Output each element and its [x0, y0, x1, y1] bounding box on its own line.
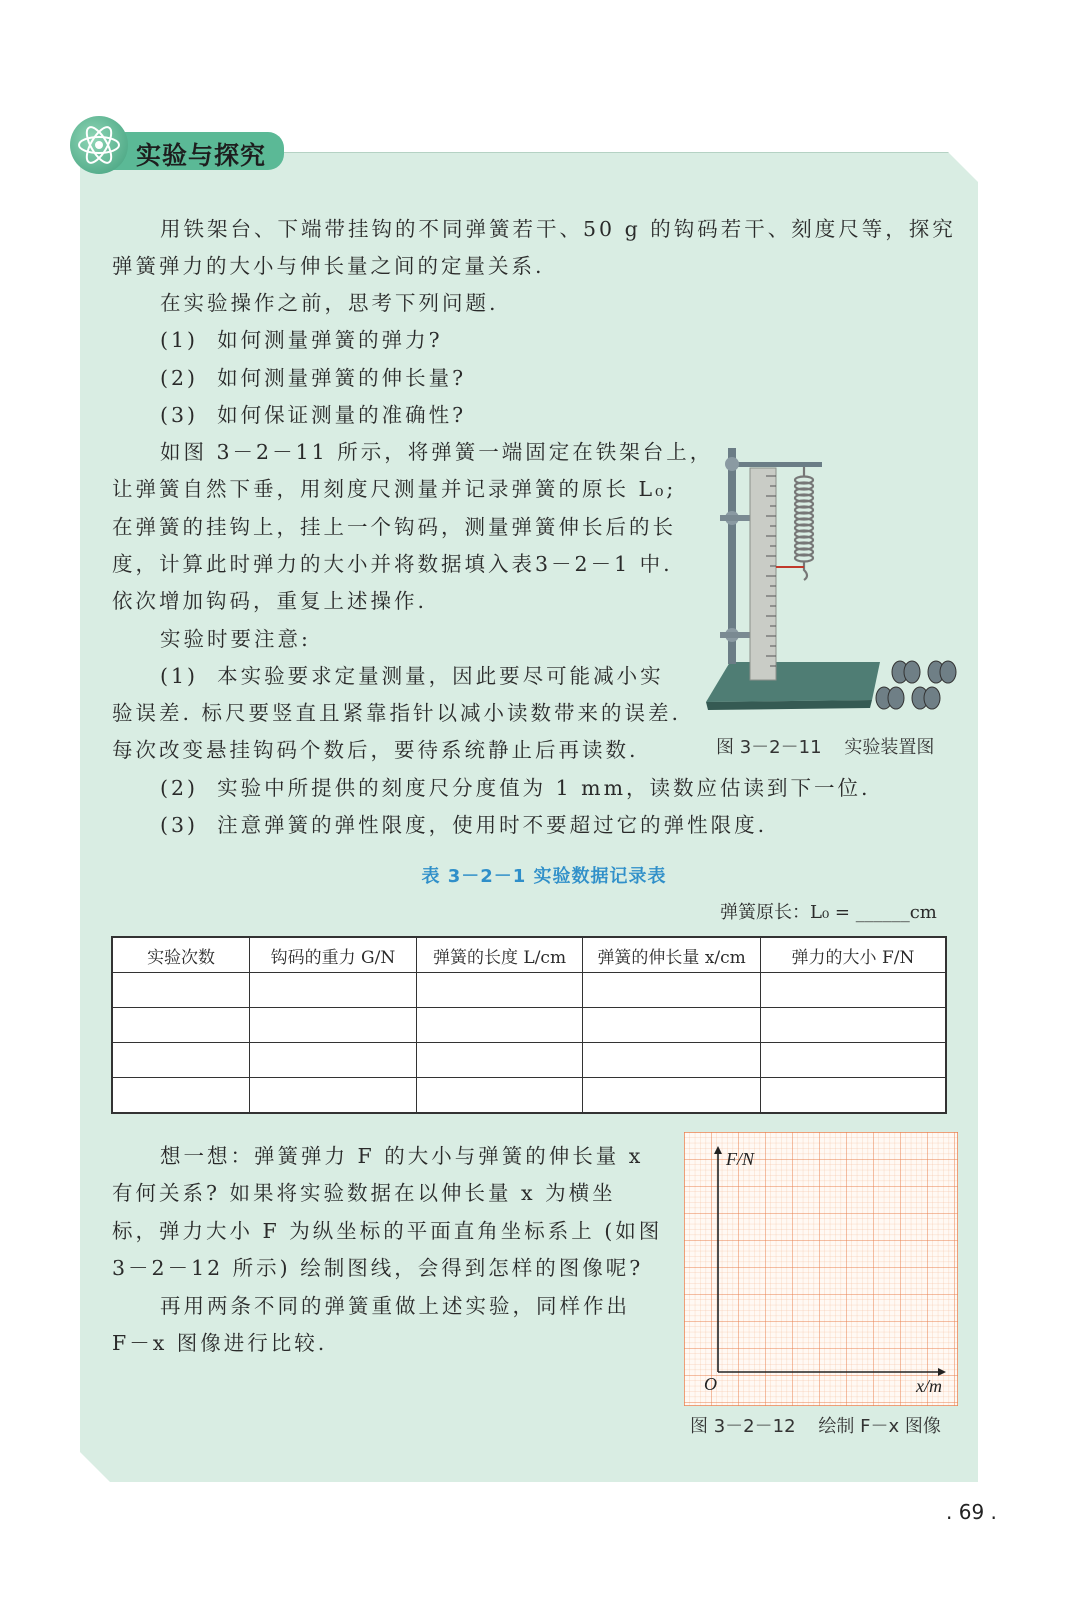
table-cell	[583, 1043, 761, 1078]
paragraph-line: 在弹簧的挂钩上，挂上一个钩码，测量弹簧伸长后的长	[112, 515, 676, 539]
stand-base	[706, 662, 880, 702]
think-line: 标，弹力大小 F 为纵坐标的平面直角坐标系上 (如图	[112, 1219, 663, 1243]
spring-original-length-note: 弹簧原长：L₀ = ______cm	[720, 902, 937, 923]
table-cell	[112, 1078, 250, 1114]
y-axis-label: F/N	[726, 1149, 755, 1169]
spring	[795, 467, 813, 580]
figure-3-2-12-caption: 图 3－2－12 绘制 F－x 图像	[690, 1416, 941, 1437]
table-cell	[250, 1078, 417, 1114]
table-cell	[583, 973, 761, 1008]
think-line: 再用两条不同的弹簧重做上述实验，同样作出	[160, 1294, 630, 1318]
table-header-cell: 弹簧的长度 L/cm	[416, 937, 583, 973]
paragraph-line: 在实验操作之前，思考下列问题.	[160, 291, 499, 315]
figure-3-2-11-caption: 图 3－2－11 实验装置图	[716, 737, 935, 758]
question-3: (3) 如何保证测量的准确性?	[160, 403, 467, 427]
think-line: 3－2－12 所示) 绘制图线，会得到怎样的图像呢?	[112, 1256, 644, 1280]
note-2: (2) 实验中所提供的刻度尺分度值为 1 mm，读数应估读到下一位.	[160, 776, 871, 800]
table-header-cell: 钩码的重力 G/N	[250, 937, 417, 973]
table-cell	[416, 1078, 583, 1114]
think-line: F－x 图像进行比较.	[112, 1331, 328, 1355]
table-header-cell: 实验次数	[112, 937, 250, 973]
table-cell	[583, 1078, 761, 1114]
paragraph-line: 验误差. 标尺要竖直且紧靠指针以减小读数带来的误差.	[112, 701, 682, 725]
hook-weights	[876, 661, 956, 709]
paragraph-line: 实验时要注意:	[160, 627, 311, 651]
table-cell	[250, 1008, 417, 1043]
table-cell	[112, 1008, 250, 1043]
paragraph-line: 弹簧弹力的大小与伸长量之间的定量关系.	[112, 254, 545, 278]
table-cell	[760, 973, 946, 1008]
question-2: (2) 如何测量弹簧的伸长量?	[160, 366, 467, 390]
note-3: (3) 注意弹簧的弹性限度，使用时不要超过它的弹性限度.	[160, 813, 768, 837]
page-number: . 69 .	[946, 1500, 997, 1524]
paragraph-line: 让弹簧自然下垂，用刻度尺测量并记录弹簧的原长 L₀;	[112, 477, 677, 501]
paragraph-line: 度，计算此时弹力的大小并将数据填入表3－2－1 中.	[112, 552, 673, 576]
table-cell	[250, 973, 417, 1008]
table-cell	[760, 1043, 946, 1078]
question-1: (1) 如何测量弹簧的弹力?	[160, 328, 443, 352]
table-cell	[416, 1008, 583, 1043]
paragraph-line: 用铁架台、下端带挂钩的不同弹簧若干、50 g 的钩码若干、刻度尺等，探究	[160, 217, 956, 241]
table-row	[112, 973, 946, 1008]
table-header-cell: 弹簧的伸长量 x/cm	[583, 937, 761, 973]
section-title: 实验与探究	[136, 141, 267, 170]
section-tag	[70, 116, 284, 170]
paragraph-line: 依次增加钩码，重复上述操作.	[112, 589, 428, 613]
atom-icon	[70, 116, 128, 174]
paragraph-line: 如图 3－2－11 所示，将弹簧一端固定在铁架台上，	[160, 440, 714, 464]
note-1: (1) 本实验要求定量测量，因此要尽可能减小实	[160, 664, 664, 688]
origin-label: O	[704, 1374, 717, 1394]
table-cell	[416, 1043, 583, 1078]
table-cell	[416, 973, 583, 1008]
table-row	[112, 1043, 946, 1078]
think-line: 想一想：弹簧弹力 F 的大小与弹簧的伸长量 x	[160, 1144, 644, 1168]
table-cell	[760, 1078, 946, 1114]
table-cell	[250, 1043, 417, 1078]
data-record-table	[111, 936, 947, 1114]
table-cell	[583, 1008, 761, 1043]
table-cell	[112, 973, 250, 1008]
x-axis-label: x/m	[916, 1376, 942, 1396]
apparatus-illustration	[700, 440, 970, 720]
table-cell	[112, 1043, 250, 1078]
table-header-cell: 弹力的大小 F/N	[760, 937, 946, 973]
paragraph-line: 每次改变悬挂钩码个数后，要待系统静止后再读数.	[112, 738, 639, 762]
table-row	[112, 1008, 946, 1043]
table-row	[112, 1078, 946, 1114]
graph-paper-axes	[684, 1132, 958, 1406]
think-line: 有何关系? 如果将实验数据在以伸长量 x 为横坐	[112, 1181, 616, 1205]
ruler	[750, 468, 776, 680]
table-header-row	[112, 937, 946, 973]
table-cell	[760, 1008, 946, 1043]
table-title: 表 3－2－1 实验数据记录表	[421, 866, 667, 887]
